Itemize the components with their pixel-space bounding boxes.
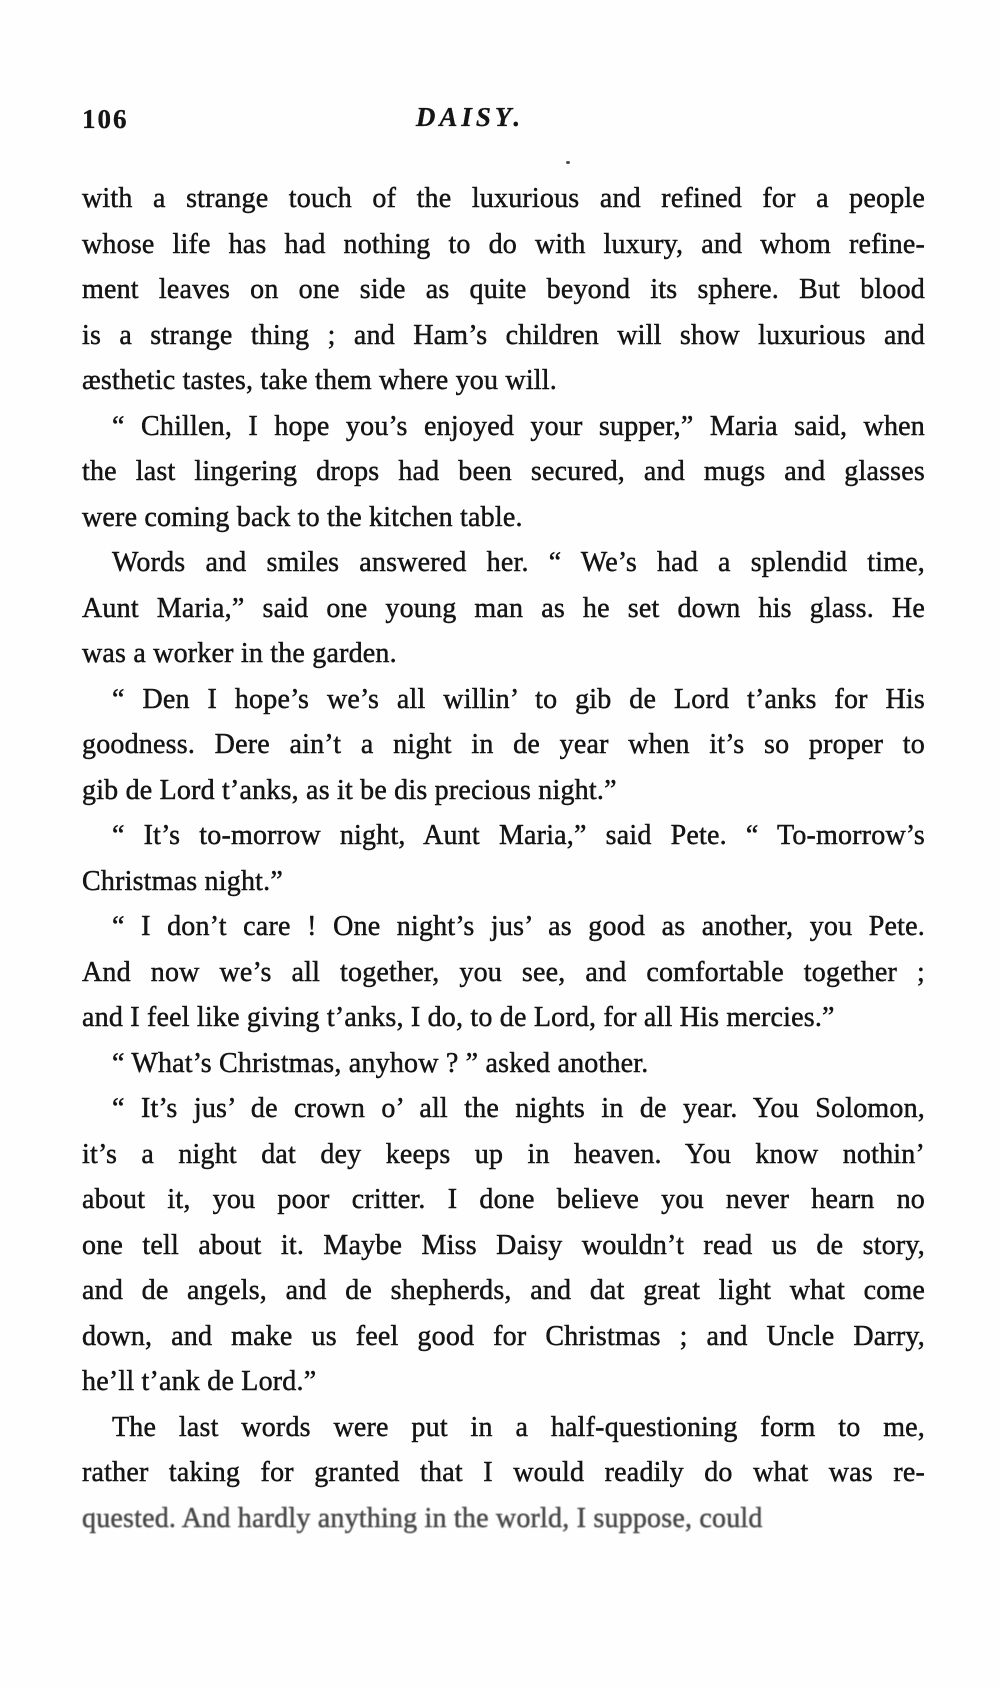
text-line: the last lingering drops had been secured, and mugs and glasses [82, 456, 925, 487]
text-line: was a worker in the garden. [82, 638, 397, 669]
running-title: DAISY. [415, 102, 525, 132]
text-line: is a strange thing ; and Ham’s children will show luxurious and [82, 319, 925, 351]
text-line: he’ll t’ank de Lord.” [82, 1366, 317, 1397]
paragraph [82, 677, 925, 814]
text-line: Aunt Maria,” said one young man as he set down his glass. He [82, 592, 925, 624]
text-line: “ What’s Christmas, anyhow ? ” asked another. [112, 1047, 649, 1079]
text-line: rather taking for granted that I would readily do what was re- [82, 1457, 925, 1488]
text-line: “ It’s jus’ de crown o’ all the nights in de year. You Solomon, [112, 1093, 925, 1124]
text-line: Words and smiles answered her. “ We’s had a splendid time, [112, 547, 925, 578]
paragraph [82, 1086, 925, 1405]
text-line: “ Chillen, I hope you’s enjoyed your supper,” Maria said, when [112, 410, 925, 442]
text-line: The last words were put in a half-questioning form to me, [112, 1411, 925, 1443]
text-line: quested. And hardly anything in the world, I suppose, could [82, 1502, 763, 1534]
text-line: “ Den I hope’s we’s all willin’ to gib de Lord t’anks for His [112, 683, 925, 715]
paragraph [82, 404, 925, 541]
paragraph [82, 813, 925, 904]
text-line: with a strange touch of the luxurious and refined for a people [82, 183, 925, 214]
text-line: and I feel like giving t’anks, I do, to de Lord, for all His mercies.” [82, 1002, 835, 1033]
text-line: goodness. Dere ain’t a night in de year when it’s so proper to [82, 729, 925, 760]
text-line: gib de Lord t’anks, as it be dis precious night.” [82, 774, 617, 806]
ink-speck [566, 161, 570, 164]
text-line: “ I don’t care ! One night’s jus’ as good as another, you Pete. [112, 911, 925, 942]
text-line: “ It’s to-morrow night, Aunt Maria,” said Pete. “ To-morrow’s [112, 820, 925, 851]
text-line: it’s a night dat dey keeps up in heaven. You know nothin’ [82, 1138, 925, 1170]
text-line: æsthetic tastes, take them where you will. [82, 365, 557, 396]
paragraph [82, 1405, 925, 1542]
text-line: And now we’s all together, you see, and comfortable together ; [82, 956, 925, 988]
text-line: one tell about it. Maybe Miss Daisy wouldn’t read us de story, [82, 1229, 925, 1261]
paragraph [82, 176, 925, 404]
text-line: whose life has had nothing to do with luxury, and whom refine- [82, 228, 925, 260]
text-line: were coming back to the kitchen table. [82, 501, 523, 533]
text-line: and de angels, and de shepherds, and dat great light what come [82, 1275, 925, 1306]
body-text [82, 176, 925, 1541]
text-line: about it, you poor critter. I done believe you never hearn no [82, 1184, 925, 1215]
text-line: ment leaves on one side as quite beyond its sphere. But blood [82, 274, 925, 305]
paragraph [82, 1041, 925, 1087]
paragraph [82, 540, 925, 677]
page-number: 106 [82, 104, 129, 134]
paragraph [82, 904, 925, 1041]
text-line: down, and make us feel good for Christmas ; and Uncle Darry, [82, 1320, 925, 1352]
text-line: Christmas night.” [82, 865, 283, 897]
